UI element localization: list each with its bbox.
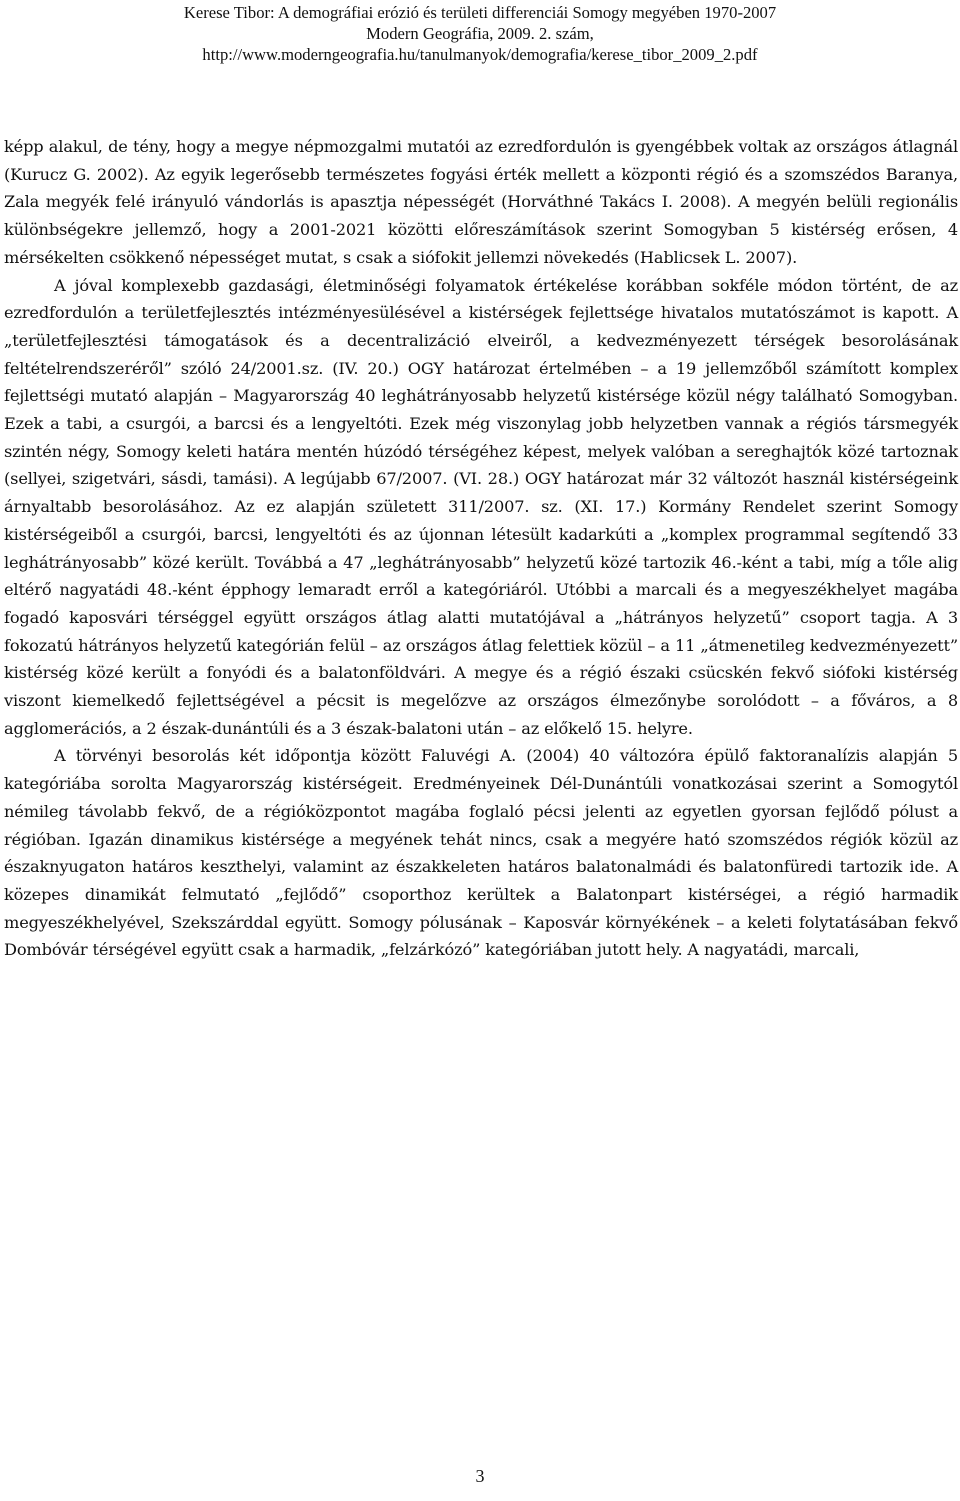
paragraph-3: A törvényi besorolás két időpontja között Faluvégi A. (2004) 40 változóra épülő faktoranalízis alapján 5 kategóriába sorolta Magyarország kistérségeit. Eredményeinek Dél-Dunántúli vonatkozásai szerint a Somogytól némileg távolabb fekvő, de a régióközpontot magába foglaló pécsi jelenti az egyetlen gyorsan fejlődő pólust a régióban. Igazán dinamikus kistérsége a megyének tehát nincs, csak a megyére ható szomszédos régiók közül az északnyugaton határos keszthelyi, valamint az északkeleten határos balatonalmádi és balatonfüredi tartozik ide. A közepes dinamikát felmutató „fejlődő” csoporthoz kerültek a Balatonpart kistérségei, a régió harmadik megyeszékhelyével, Szekszárddal együtt. Somogy pólusának – Kaposvár környékének – a keleti folytatásában fekvő Dombóvár térségével együtt csak a harmadik, „felzárkózó” kategóriában jutott hely. A nagyatádi, marcali, (4, 746, 958, 960)
paragraph-2: A jóval komplexebb gazdasági, életminőségi folyamatok értékelése korábban sokféle módon történt, de az ezredfordulón a területfejlesztés intézményesülésével a kistérségek fejlettsége hivatalos mutatószámot is kapott. A „területfejlesztési támogatások és a decentralizáció elveiről, a kedvezményezett térségek besorolásának feltételrendszeréről” szóló 24/2001.sz. (IV. 20.) OGY határozat értelmében – a 19 jellemzőből számított komplex fejlettségi mutató alapján – Magyarország 40 leghátrányosabb helyzetű kistérsége közül négy található Somogyban. Ezek a tabi, a csurgói, a barcsi és a lengyeltóti. Ezek még viszonylag jobb helyzetben vannak a régiós társmegyék szintén négy, Somogy keleti határa mentén húzódó térségéhez képest, melyek valóban a sereghajtók közé tartoznak (sellyei, szigetvári, sásdi, tamási). A legújabb 67/2007. (VI. 28.) OGY határozat már 32 változót használ kistérségeink árnyaltabb besorolásához. Az ez alapján született 311/2007. sz. (XI. 17.) Kormány Rendelet szerint Somogy kistérségeiből a csurgói, barcsi, lengyeltóti és az újonnan létesült kadarkúti a „komplex programmal segítendő 33 leghátrányosabb” közé került. Továbbá a 47 „leghátrányosabb” helyzetű közé tartozik 46.-ként a tabi, míg a tőle alig eltérő nagyatádi 48.-ként épphogy lemaradt erről a kategóriáról. Utóbbi a marcali és a megyeszékhelyet magába fogadó kaposvári térséggel együtt országos átlag alatti mutatójával a „hátrányos helyzetű” csoport tagja. A 3 fokozatú hátrányos helyzetű kategórián felül – az országos átlag felettiek közül – a 11 „átmenetileg kedvezményezett” kistérség közé került a fonyódi és a balatonföldvári. A megye és a régió északi csücskén fekvő siófoki kistérség viszont kiemelkedő fejlettségével a pécsit is megelőzve az országos élmezőnybe sorolódott – a főváros, a 8 agglomerációs, a 2 észak-dunántúli és a 3 észak-balatoni után – az előkelő 15. helyre. (4, 275, 958, 738)
page-number: 3 (475, 1466, 485, 1486)
body-text (4, 133, 958, 964)
header-journal: Modern Geográfia, 2009. 2. szám, (366, 24, 594, 43)
running-header (0, 2, 960, 65)
paragraph-1: képp alakul, de tény, hogy a megye népmozgalmi mutatói az ezredfordulón is gyengébbek voltak az országos átlagnál (Kurucz G. 2002). Az egyik legerősebb természetes fogyási érték mellett a központi régió és a szomszédos Baranya, Zala megyék felé irányuló vándorlás is apasztja népességét (Horváthné Takács I. 2008). A megyén belüli regionális különbségekre jellemző, hogy a 2001-2021 közötti előreszámítások szerint Somogyban 5 kistérség erősen, 4 mérsékelten csökkenő népességet mutat, s csak a siófokit jellemzi növekedés (Hablicsek L. 2007). (4, 137, 958, 267)
header-citation: Kerese Tibor: A demográfiai erózió és területi differenciái Somogy megyében 1970-2007 (183, 3, 777, 22)
header-url-link[interactable]: http://www.moderngeografia.hu/tanulmanyok/demografia/kerese_tibor_2009_2.pdf (202, 45, 758, 64)
